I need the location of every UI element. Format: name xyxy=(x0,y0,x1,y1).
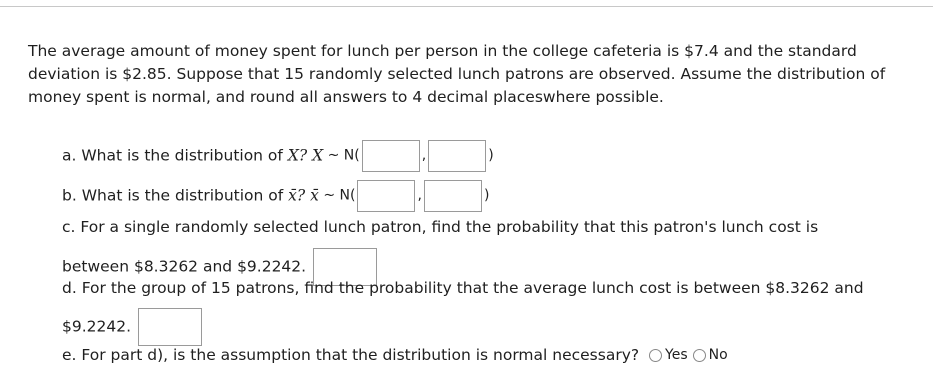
part-d-answer-input[interactable] xyxy=(138,308,202,346)
part-b-mean-input[interactable] xyxy=(357,180,415,212)
part-b xyxy=(62,180,489,212)
part-b-relation: ~ N( xyxy=(318,187,356,204)
part-c-line1: c. For a single randomly selected lunch patron, find the probability that this patron's lunch cost is xyxy=(62,218,819,236)
part-a-lhs: X xyxy=(312,146,324,165)
part-a xyxy=(62,140,494,172)
close-paren: ) xyxy=(483,187,490,204)
part-b-lhs: x̄ xyxy=(310,186,319,205)
no-radio[interactable] xyxy=(693,349,706,362)
close-paren: ) xyxy=(488,147,494,164)
part-c-line2: between $8.3262 and $9.2242. xyxy=(62,257,307,276)
problem-intro: The average amount of money spent for lunch per person in the college cafeteria is $7.4 and the standard deviation is $2.85. Suppose that 15 randomly selected lunch patrons are observed. Assume the distribution of money spent is normal, and round all answers to 4 decimal placeswhere possible. xyxy=(28,42,886,106)
part-b-variable: x̄? xyxy=(288,186,306,205)
part-a-sd-input[interactable] xyxy=(428,140,486,172)
part-e-question: e. For part d), is the assumption that the distribution is normal necessary? xyxy=(62,346,640,364)
part-d-line1: d. For the group of 15 patrons, find the probability that the average lunch cost is between $8.3262 and xyxy=(62,279,864,297)
no-option-label: No xyxy=(708,347,728,363)
yes-option-label: Yes xyxy=(665,347,688,363)
part-b-sd-input[interactable] xyxy=(424,180,482,212)
part-e xyxy=(62,344,728,367)
part-a-mean-input[interactable] xyxy=(362,140,420,172)
part-a-variable: X? xyxy=(287,146,308,165)
part-a-relation: ~ N( xyxy=(323,147,360,164)
yes-radio[interactable] xyxy=(649,349,662,362)
part-d-line2: $9.2242. xyxy=(62,317,132,336)
part-b-question: b. What is the distribution of xyxy=(62,186,284,205)
comma: , xyxy=(421,147,427,164)
comma: , xyxy=(417,187,422,204)
part-a-question: a. What is the distribution of xyxy=(62,146,283,165)
top-divider xyxy=(0,6,933,7)
part-d-line2-row xyxy=(62,308,204,346)
